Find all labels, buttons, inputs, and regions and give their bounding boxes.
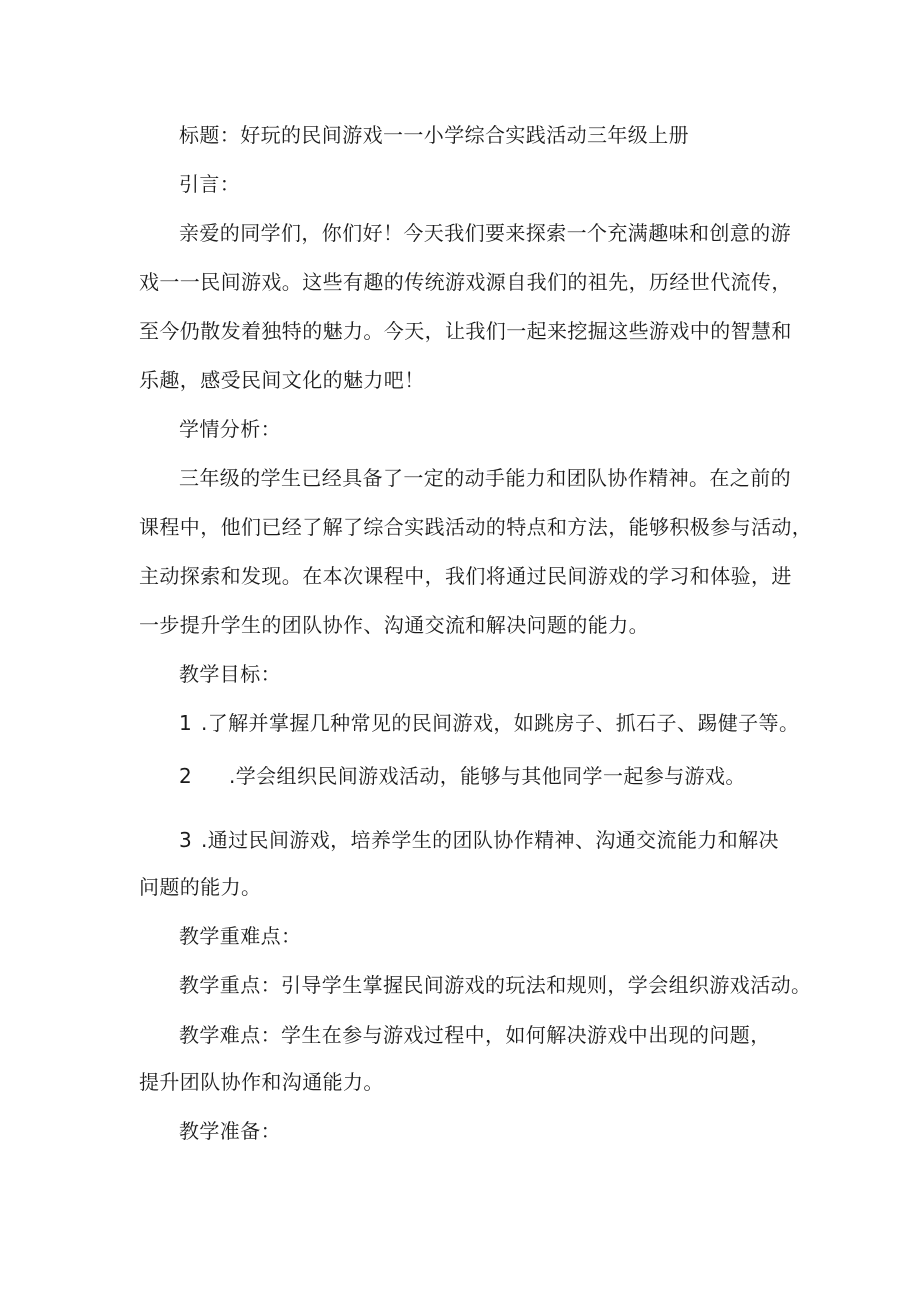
key-point-line: 教学重点：引导学生掌握民间游戏的玩法和规则，学会组织游戏活动。 xyxy=(179,973,812,997)
goal-item xyxy=(179,763,746,789)
analysis-line: 课程中，他们已经了解了综合实践活动的特点和方法，能够积极参与活动， xyxy=(139,515,813,539)
analysis-line: 一步提升学生的团队协作、沟通交流和解决问题的能力。 xyxy=(139,613,649,637)
goal-continuation: 问题的能力。 xyxy=(139,875,262,899)
intro-heading: 引言： xyxy=(179,172,241,196)
goals-heading: 教学目标： xyxy=(179,662,281,686)
goal-text: .学会组织民间游戏活动，能够与其他同学一起参与游戏。 xyxy=(229,764,746,788)
goal-text: .了解并掌握几种常见的民间游戏，如跳房子、抓石子、踢健子等。 xyxy=(201,711,800,735)
goal-number: 1 xyxy=(179,711,193,735)
key-points-heading: 教学重难点： xyxy=(179,924,302,948)
intro-line: 乐趣，感受民间文化的魅力吧！ xyxy=(139,368,425,392)
document-title: 标题：好玩的民间游戏一一小学综合实践活动三年级上册 xyxy=(179,123,689,147)
goal-number: 3 xyxy=(179,828,193,852)
analysis-heading: 学情分析： xyxy=(179,417,281,441)
goal-number: 2 xyxy=(179,764,193,788)
goal-text: .通过民间游戏，培养学生的团队协作精神、沟通交流能力和解决 xyxy=(201,828,779,852)
difficulty-line: 提升团队协作和沟通能力。 xyxy=(139,1070,384,1094)
intro-line: 至今仍散发着独特的魅力。今天，让我们一起来挖掘这些游戏中的智慧和 xyxy=(139,319,792,343)
intro-line: 亲爱的同学们，你们好！今天我们要来探索一个充满趣味和创意的游 xyxy=(179,221,791,245)
goal-item xyxy=(179,827,779,853)
goal-item xyxy=(179,710,799,736)
intro-line: 戏一一民间游戏。这些有趣的传统游戏源自我们的祖先，历经世代流传， xyxy=(139,270,792,294)
analysis-line: 主动探索和发现。在本次课程中，我们将通过民间游戏的学习和体验，进 xyxy=(139,564,792,588)
prep-heading: 教学准备： xyxy=(179,1119,281,1143)
analysis-line: 三年级的学生已经具备了一定的动手能力和团队协作精神。在之前的 xyxy=(179,466,791,490)
difficulty-line: 教学难点：学生在参与游戏过程中，如何解决游戏中出现的问题， xyxy=(179,1023,771,1047)
